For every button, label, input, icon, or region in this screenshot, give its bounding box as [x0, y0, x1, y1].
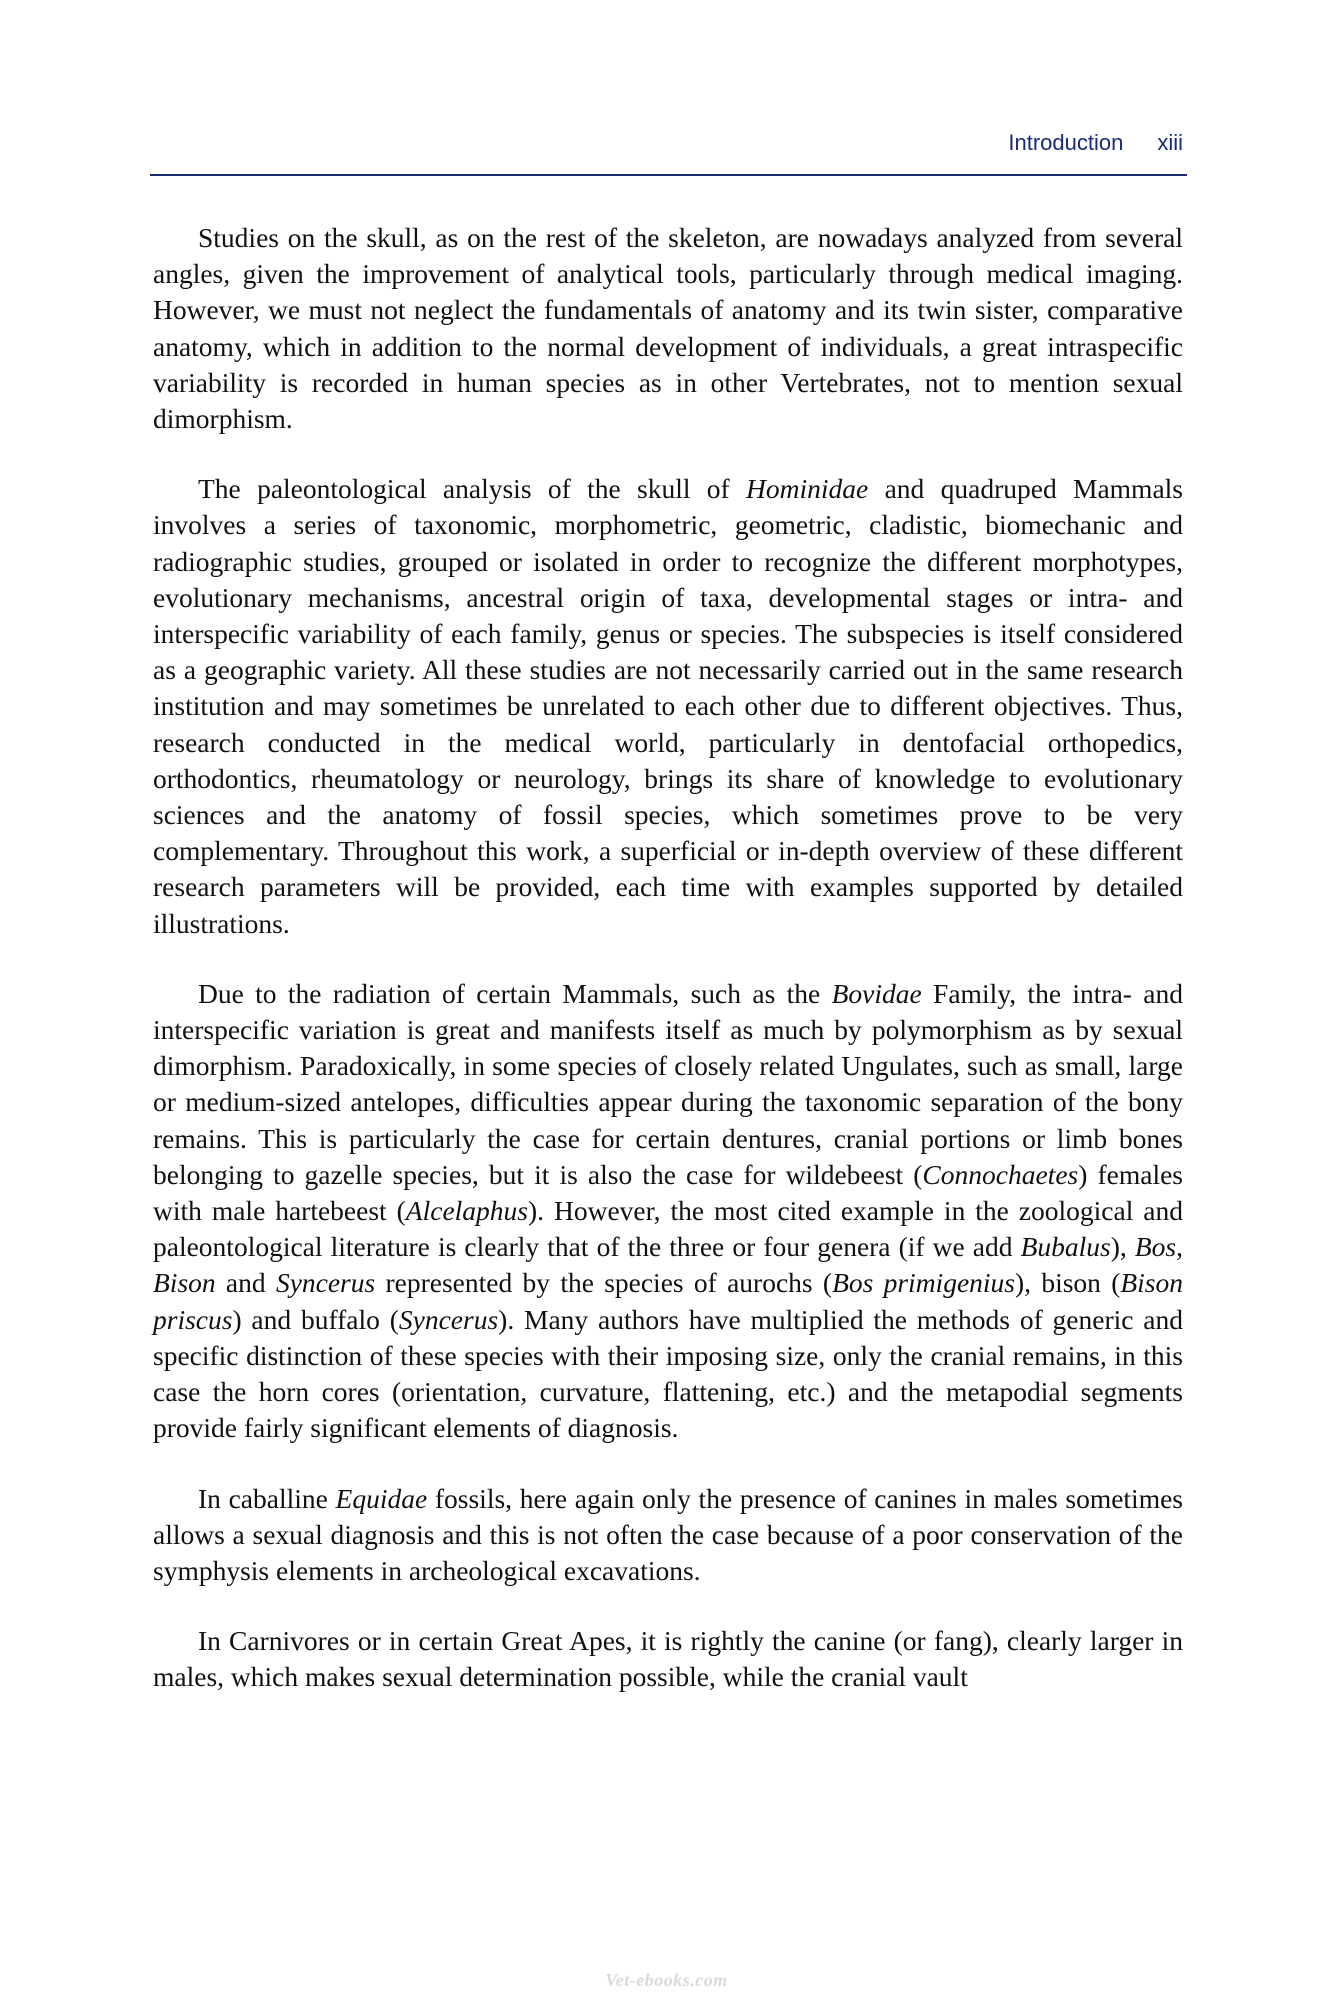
- italic-taxon-name: Bovidae: [831, 977, 922, 1009]
- italic-taxon-name: Alcelaphus: [405, 1195, 528, 1227]
- text-run: represented by the species of aurochs (: [375, 1267, 833, 1299]
- running-head: [150, 130, 1187, 176]
- text-run: Studies on the skull, as on the rest of the skeleton, are nowadays analyzed from several angles, given the improvement of analytical tools, particularly through medical imaging. However, we must not neglect the fundamentals of anatomy and its twin sister, comparative anatomy, which in addition to the normal development of individuals, a great intraspecific variability is recorded in human species as in other Vertebrates, not to mention sexual dimorphism.: [153, 222, 1183, 435]
- italic-taxon-name: Bison: [153, 1267, 216, 1299]
- text-run: ,: [1176, 1231, 1183, 1263]
- paragraph: [153, 220, 1183, 437]
- text-run: The paleontological analysis of the skull of: [198, 473, 747, 505]
- text-run: Family, the intra- and interspecific variation is great and manifests itself as much by polymorphism as by sexual dimorphism. Paradoxically, in some species of closely related Ungulates, such as small, large or medium-sized antelopes, difficulties appear during the taxonomic separation of the bony remains. This is particularly the case for certain dentures, cranial portions or limb bones belonging to gazelle species, but it is also the case for wildebeest (: [153, 977, 1183, 1190]
- page-number: xiii: [1157, 130, 1183, 155]
- text-run: ) and buffalo (: [232, 1303, 399, 1335]
- text-run: ). However, the most cited example in the zoological and paleontological literature is clearly that of the three or four genera (if we add: [153, 1195, 1183, 1263]
- italic-taxon-name: Syncerus: [398, 1303, 499, 1335]
- paragraph: [153, 976, 1183, 1447]
- italic-taxon-name: Hominidae: [746, 473, 869, 505]
- paragraph: [153, 471, 1183, 942]
- text-run: ) females with male hartebeest (: [153, 1158, 1183, 1227]
- text-run: and: [215, 1267, 276, 1299]
- italic-taxon-name: Bubalus: [1020, 1231, 1111, 1263]
- italic-taxon-name: Bos primigenius: [832, 1267, 1015, 1299]
- body-text: [153, 220, 1183, 1730]
- italic-taxon-name: Connochaetes: [922, 1158, 1079, 1190]
- watermark-logo: Vet-ebooks.com: [605, 1970, 728, 1990]
- italic-taxon-name: Equidae: [335, 1482, 428, 1514]
- text-run: In Carnivores or in certain Great Apes, it is rightly the canine (or fang), clearly larger in males, which makes sexual determination possible, while the cranial vault: [153, 1625, 1183, 1693]
- paragraph: [153, 1623, 1183, 1695]
- running-head-section-title: Introduction: [1008, 130, 1124, 155]
- text-run: ). Many authors have multiplied the methods of generic and specific distinction of these species with their imposing size, only the cranial remains, in this case the horn cores (orientation, curvature, flattening, etc.) and the metapodial segments provide fairly significant elements of diagnosis.: [153, 1303, 1184, 1444]
- paragraph: [153, 1481, 1183, 1590]
- text-run: Due to the radiation of certain Mammals, such as the: [198, 977, 832, 1009]
- italic-taxon-name: Bison priscus: [153, 1267, 1183, 1335]
- text-run: and quadruped Mammals involves a series of taxonomic, morphometric, geometric, cladistic, biomechanic and radiographic studies, grouped or isolated in order to recognize the different morphotypes, evolutionary mechanisms, ancestral origin of taxa, developmental stages or intra- and interspecific variability of each family, genus or species. The subspecies is itself considered as a geographic variety. All these studies are not necessarily carried out in the same research institution and may sometimes be unrelated to each other due to different objectives. Thus, research conducted in the medical world, particularly in dentofacial orthopedics, orthodontics, rheumatology or neurology, brings its share of knowledge to evolutionary sciences and the anatomy of fossil species, which sometimes prove to be very complementary. Throughout this work, a superficial or in-depth overview of these different research parameters will be provided, each time with examples supported by detailed illustrations.: [153, 473, 1183, 939]
- text-run: ), bison (: [1015, 1267, 1121, 1299]
- italic-taxon-name: Bos: [1134, 1231, 1177, 1263]
- italic-taxon-name: Syncerus: [275, 1267, 376, 1299]
- text-run: fossils, here again only the presence of canines in males sometimes allows a sexual diagnosis and this is not often the case because of a poor conservation of the symphysis elements in archeological excavations.: [153, 1482, 1183, 1586]
- text-run: ),: [1110, 1231, 1135, 1263]
- text-run: In caballine: [198, 1482, 336, 1514]
